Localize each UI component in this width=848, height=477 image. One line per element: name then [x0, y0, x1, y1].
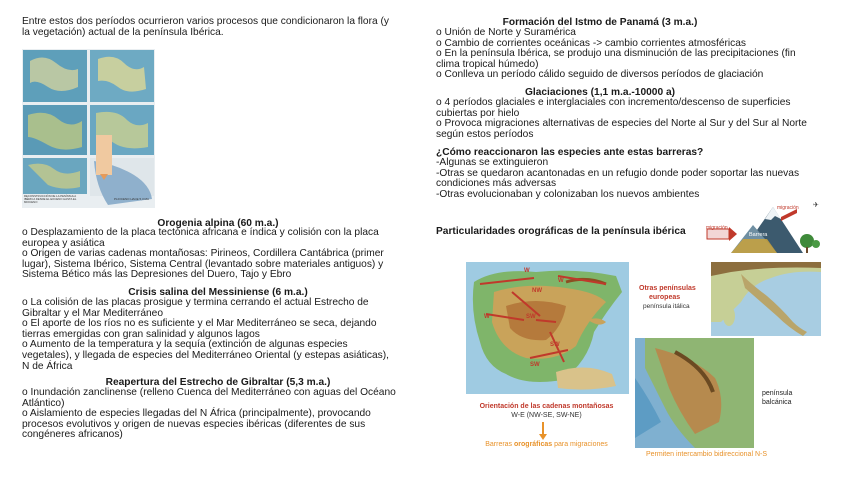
- text-line: procesos evolutivos y origen de nuevas especies ibéricas (diferentes de sus: [22, 418, 366, 430]
- text-line: balcánica: [762, 399, 792, 406]
- text-line: vegetales), y llegada de especies del Mediterráneo Oriental (y estepas asiáticas),: [22, 349, 389, 361]
- question-title: ¿Cómo reaccionaron las especies ante estas barreras?: [436, 147, 704, 158]
- orientation-label: SW: [526, 314, 536, 320]
- text-line: o En la península Ibérica, se produjo una disminución de las precipitaciones (fin: [436, 48, 796, 60]
- text-line: o Aislamiento de especies llegadas del N África (principalmente), provocando: [22, 408, 371, 420]
- iberia-relief-map: [466, 262, 629, 394]
- text-part: para migraciones: [552, 441, 608, 448]
- text-part: orográficas: [514, 441, 553, 448]
- italy-map: [711, 262, 821, 336]
- text-line: Gibraltar y el Mar Mediterráneo: [22, 307, 163, 319]
- orientation-label: NW: [532, 288, 542, 294]
- map-caption-left: RECONSTRUCCIÓN DE LA PENÍNSULA IBÉRICA DESDE EL EOCENO HASTA EL MIOCENO: [24, 194, 77, 204]
- text-line: Otras penínsulas: [639, 285, 696, 292]
- balcanica-label: [762, 389, 792, 407]
- question-body: [436, 158, 799, 200]
- intro-line: Entre estos dos períodos ocurrieron varios procesos que condicionaron la flora (y: [22, 16, 389, 27]
- mountain-barrier-illustration: [703, 199, 821, 255]
- text-line: N de África: [22, 360, 73, 372]
- section-title-crisis-salina: Crisis salina del Messiniense (6 m.a.): [128, 287, 308, 298]
- orientation-label: W: [524, 268, 530, 274]
- section-body-panama: [436, 28, 796, 81]
- text-line: tierras emergidas con gran salinidad y algunos lagos: [22, 328, 260, 340]
- text-line: -Otras evolucionaban y colonizaban los nuevos ambientes: [436, 188, 700, 200]
- text-line: cubiertas por hielo: [436, 107, 520, 119]
- text-line: clima tropical húmedo): [436, 58, 539, 70]
- text-line: o Conlleva un período cálido seguido de diversos períodos de glaciación: [436, 69, 764, 81]
- section-title-reapertura: Reapertura del Estrecho de Gibraltar (5,3 m.a.): [105, 377, 331, 388]
- section-title-orogenia: Orogenia alpina (60 m.a.): [157, 218, 279, 229]
- text-line: Orientación de las cadenas montañosas: [479, 403, 614, 410]
- orientation-label: SW: [550, 342, 560, 348]
- text-line: o Provoca migraciones alternativas de especies del Norte al Sur y del Sur al Norte: [436, 118, 807, 130]
- text-line: o Inundación zanclinense (relleno Cuenca del Mediterráneo con aguas del Océano: [22, 387, 396, 398]
- svg-text:✈: ✈: [813, 202, 819, 209]
- text-line: o Unión de Norte y Suramérica: [436, 27, 576, 38]
- intro-line: la vegetación) actual de la península Ibérica.: [22, 26, 224, 38]
- text-line: o 4 períodos glaciales e interglaciales con incremento/descenso de superficies: [436, 97, 791, 108]
- text-line: lugar), Sistema Ibérico, Sistema Central (levantado sobre materiales antiguos) y: [22, 258, 384, 270]
- down-arrow-icon: [538, 422, 548, 440]
- migracion-top-label: migración: [777, 205, 799, 211]
- migracion-left-label: migración: [706, 225, 728, 231]
- section-body-orogenia: [22, 228, 384, 281]
- text-line: condiciones más adversas: [436, 178, 557, 190]
- section-title-glaciaciones: Glaciaciones (1,1 m.a.-10000 a): [524, 87, 676, 98]
- orientation-label: SW: [530, 362, 540, 368]
- orientation-label: W: [558, 278, 564, 284]
- text-line: península: [762, 390, 793, 397]
- text-line: europeas: [649, 294, 681, 301]
- text-line: según estos períodos: [436, 128, 534, 140]
- text-line: o Desplazamiento de la placa tectónica africana e índica y colisión con la placa: [22, 227, 379, 238]
- text-line: o Aumento de la temperatura y la sequía (extinción de algunas especies: [22, 339, 348, 351]
- map-caption-right: PLIOCENO HACE 5,3 MA: [114, 197, 150, 201]
- section-title-panama: Formación del Istmo de Panamá (3 m.a.): [502, 17, 698, 28]
- text-part: Barreras: [485, 441, 515, 448]
- text-line: -Algunas se extinguieron: [436, 157, 549, 168]
- text-line: Atlántico): [22, 397, 65, 409]
- text-line: Sistema Bético más las Depresiones del Duero, Tajo y Ebro: [22, 269, 292, 281]
- section-body-reapertura: [22, 388, 396, 441]
- text-line: congéneres africanos): [22, 429, 123, 441]
- barrera-label: Barrera: [749, 232, 768, 238]
- section-body-glaciaciones: [436, 98, 807, 140]
- otras-peninsulas-label: [639, 284, 696, 302]
- text-line: europea y asiática: [22, 237, 105, 249]
- text-line: W-E (NW-SE, SW-NE): [511, 412, 582, 419]
- section-body-crisis-salina: [22, 298, 389, 372]
- paleogeographic-maps-image: [22, 49, 155, 208]
- orientation-label: W: [484, 314, 490, 320]
- italica-label: península itálica: [643, 303, 690, 310]
- text-line: o El aporte de los ríos no es suficiente y el Mar Mediterráneo se seca, dejando: [22, 318, 377, 330]
- intro-text: [22, 17, 389, 38]
- orography-title: Particularidades orográficas de la península ibérica: [436, 226, 686, 237]
- orientation-caption: [466, 402, 627, 420]
- text-line: -Otras se quedaron acantonadas en un refugio donde poder soportar las nuevas: [436, 167, 800, 179]
- text-line: o Origen de varias cadenas montañosas: Pirineos, Cordillera Cantábrica (primer: [22, 248, 384, 260]
- permiten-caption: Permiten intercambio bidireccional N-S: [646, 451, 767, 458]
- text-line: o Cambio de corrientes oceánicas -> cambio corrientes atmosféricas: [436, 37, 747, 49]
- barreras-caption: [466, 441, 627, 448]
- text-line: o La colisión de las placas prosigue y termina cerrando el actual Estrecho de: [22, 297, 369, 308]
- balkan-map: [635, 338, 754, 448]
